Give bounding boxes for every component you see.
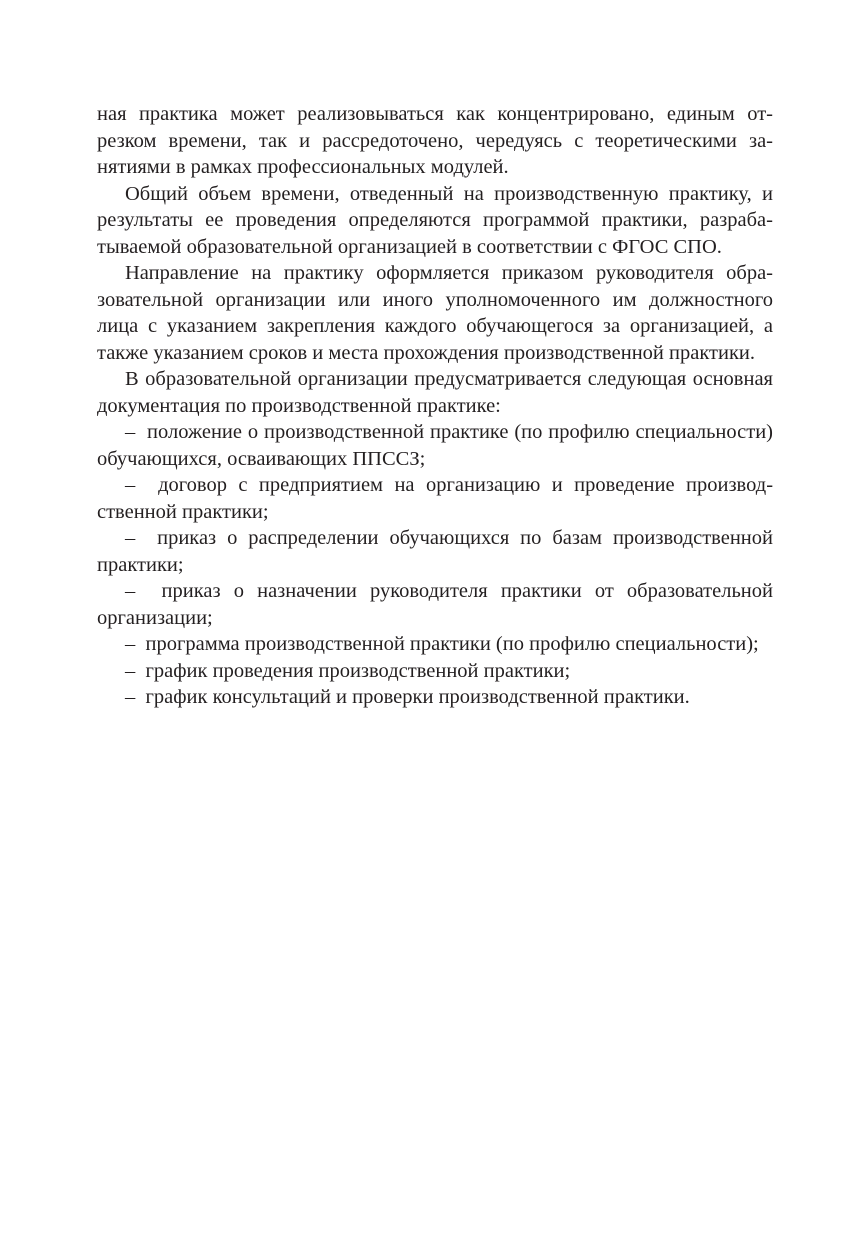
list-dash-marker: – (125, 421, 136, 443)
list-dash-marker: – (125, 633, 136, 655)
list-dash-marker: – (125, 580, 136, 602)
list-item (97, 472, 773, 525)
list-dash-marker: – (125, 527, 136, 549)
list-dash-marker: – (125, 474, 136, 496)
list-item (97, 684, 773, 711)
list-dash-marker: – (125, 659, 136, 682)
list-dash-marker: – (125, 686, 136, 708)
document-body (97, 101, 773, 711)
documentation-list (97, 419, 773, 711)
list-item-text: положение о производственной практике (по профилю специальности) обучающихся, осваивающих ППССЗ; (97, 421, 774, 470)
list-item (97, 419, 773, 472)
paragraph-documentation-intro: В образовательной организации предусматривается следующая основная документация по производственной практике: (97, 368, 773, 417)
list-item (97, 658, 773, 685)
list-item-text: график консультаций и проверки производственной практики. (145, 686, 690, 708)
list-item (97, 525, 773, 578)
list-item-text: приказ о назначении руководителя практики от образовательной организации; (97, 580, 773, 629)
paragraph-total-time: Общий объем времени, отведенный на производственную практику, и результаты ее проведения определяются программой практики, разрабатываемой образовательной организацией в соответствии с ФГОС СПО. (97, 182, 773, 258)
list-item (97, 578, 773, 631)
paragraph-referral: Направление на практику оформляется приказом руководителя образовательной организации или иного уполномоченного им должностного лица с указанием закрепления каждого обучающегося за организацией, а также указанием сроков и места прохождения производственной практики. (97, 262, 773, 364)
list-item-text: программа производственной практики (по профилю специальности); (145, 633, 759, 655)
list-item-text: график проведения производственной практики; (145, 659, 571, 682)
list-item-text: договор с предприятием на организацию и проведение производственной практики; (97, 474, 774, 523)
list-item-text: приказ о распределении обучающихся по базам производственной практики; (97, 527, 774, 576)
list-item (97, 631, 773, 658)
paragraph-continued: ная практика может реализовываться как концентрировано, единым отрезком времени, так и рассредоточено, чередуясь с теоретическими занятиями в рамках профессиональных модулей. (97, 103, 773, 178)
